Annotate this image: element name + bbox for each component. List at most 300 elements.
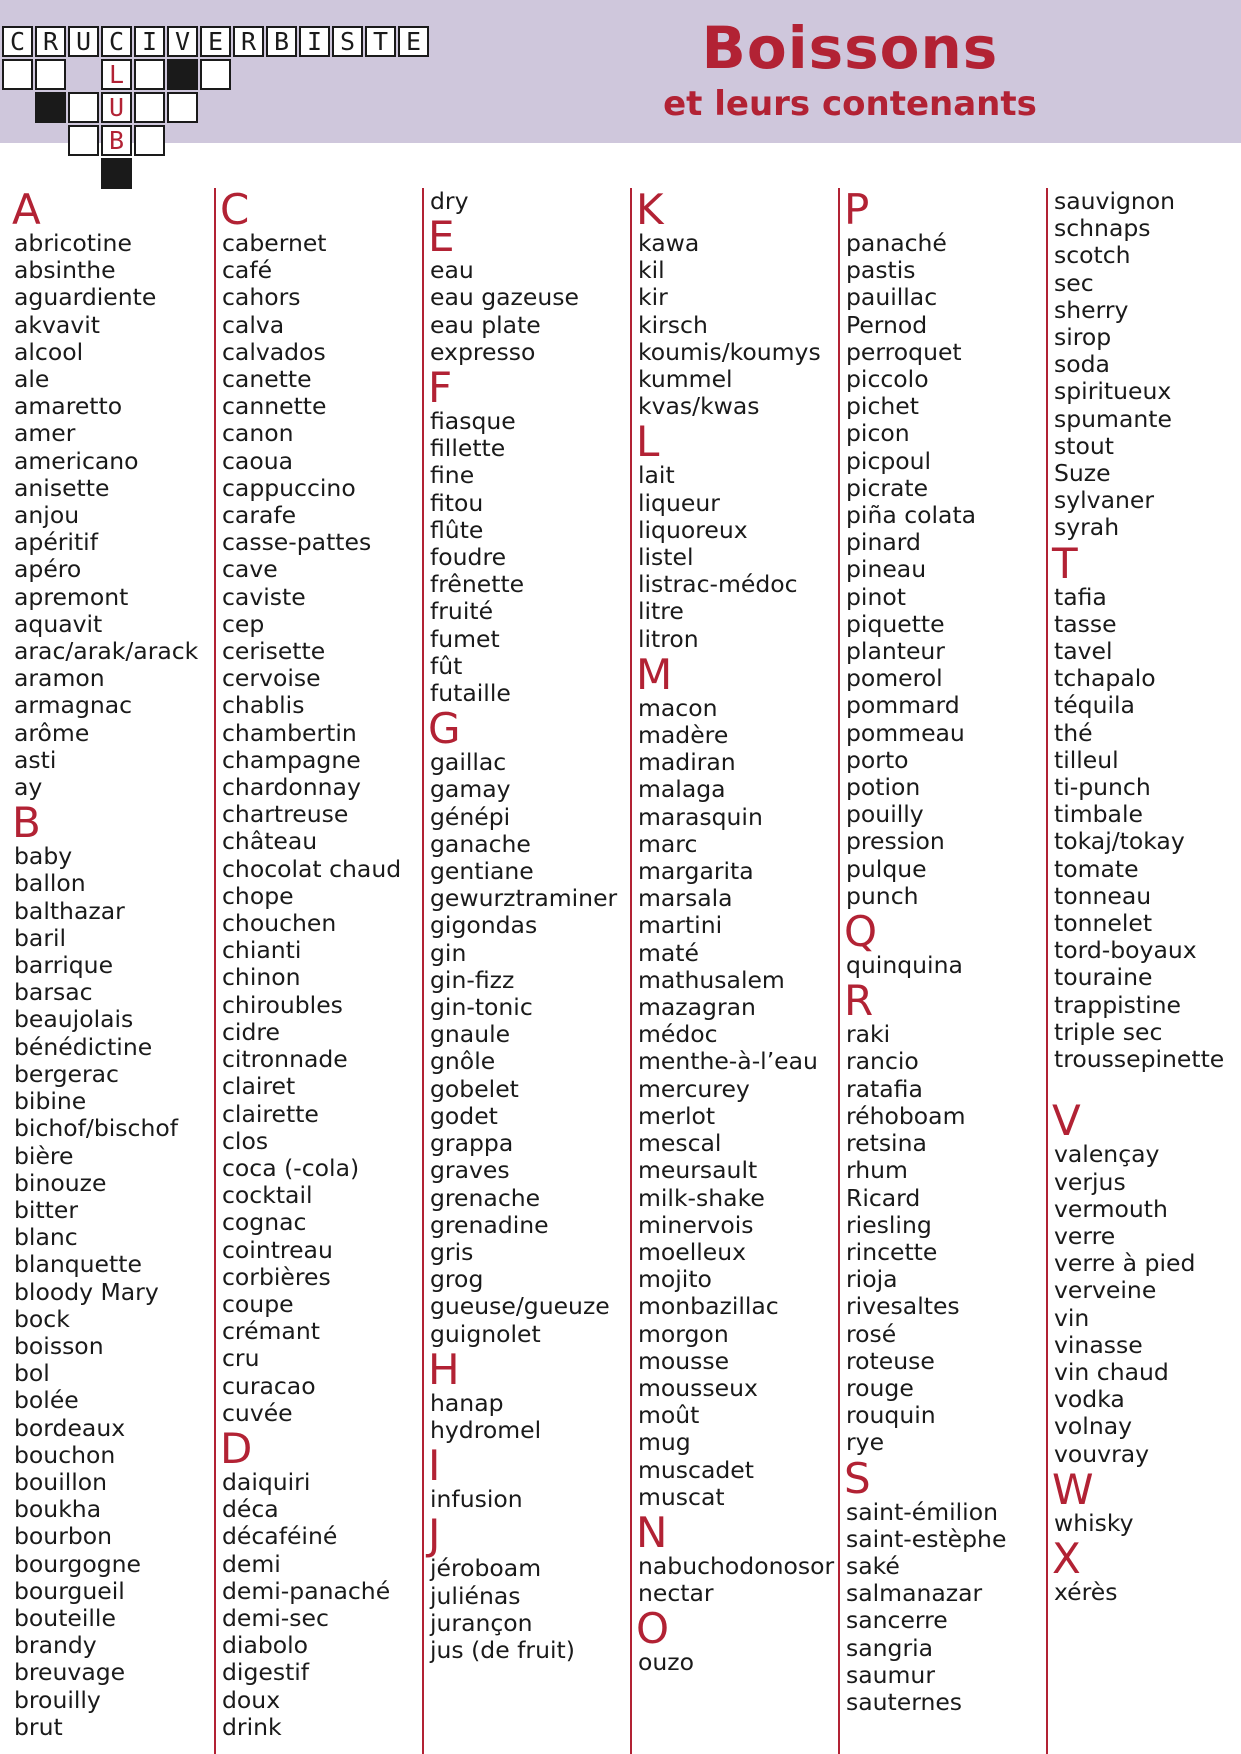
word-item: grenadine <box>430 1210 549 1239</box>
word-item: cognac <box>222 1208 307 1237</box>
word-item: brandy <box>14 1631 97 1660</box>
word-column-2 <box>220 185 422 1754</box>
word-item: quinquina <box>846 951 963 980</box>
word-item: gamay <box>430 775 511 804</box>
section-letter: B <box>12 798 41 848</box>
word-item: rancio <box>846 1047 919 1076</box>
word-item: Suze <box>1054 459 1111 488</box>
word-item: rouquin <box>846 1401 936 1430</box>
word-item: sangria <box>846 1633 934 1662</box>
word-item: margarita <box>638 857 754 886</box>
logo-letter-cell: C <box>101 26 132 57</box>
word-item: martini <box>638 911 723 940</box>
word-item: bibine <box>14 1087 87 1116</box>
word-item: pichet <box>846 392 919 421</box>
word-item: amaretto <box>14 392 123 421</box>
word-item: salmanazar <box>846 1579 983 1608</box>
word-item: jus (de fruit) <box>430 1635 575 1664</box>
section-letter: G <box>428 704 461 754</box>
word-item: clairette <box>222 1099 319 1128</box>
word-item: pression <box>846 827 945 856</box>
logo-letter-cell: S <box>332 26 363 57</box>
word-item: godet <box>430 1101 498 1130</box>
word-item: arôme <box>14 718 90 747</box>
column-divider <box>422 188 424 1754</box>
word-item: pinard <box>846 528 921 557</box>
word-item: verjus <box>1054 1167 1126 1196</box>
word-item: fruité <box>430 597 494 626</box>
word-item: crémant <box>222 1317 320 1346</box>
word-column-3 <box>430 188 630 1754</box>
word-item: anjou <box>14 501 80 530</box>
word-item: liquoreux <box>638 515 748 544</box>
section-letter: D <box>220 1423 253 1473</box>
word-item: gigondas <box>430 911 538 940</box>
word-item: chardonnay <box>222 773 361 802</box>
logo-letter-cell: U <box>68 26 99 57</box>
word-item: infusion <box>430 1485 523 1514</box>
word-item: apéro <box>14 555 82 584</box>
word-item: tonnelet <box>1054 909 1153 938</box>
word-item: futaille <box>430 679 511 708</box>
word-item: pineau <box>846 555 927 584</box>
word-item: marc <box>638 829 698 858</box>
word-item: ouzo <box>638 1648 694 1677</box>
word-item: milk-shake <box>638 1183 765 1212</box>
word-item: baril <box>14 923 67 952</box>
word-item: sirop <box>1054 323 1112 352</box>
word-item: sauvignon <box>1054 187 1176 215</box>
word-item: digestif <box>222 1658 310 1687</box>
word-item: touraine <box>1054 963 1153 992</box>
section-letter: Q <box>844 907 878 957</box>
word-item: eau gazeuse <box>430 283 579 312</box>
word-item: grog <box>430 1265 484 1294</box>
word-item: morgon <box>638 1319 729 1348</box>
word-item: chianti <box>222 936 302 965</box>
word-item: tord-boyaux <box>1054 936 1197 965</box>
word-column-1 <box>12 185 214 1754</box>
word-item: génépi <box>430 802 511 831</box>
word-item: jéroboam <box>430 1554 542 1583</box>
word-item: gnaule <box>430 1020 511 1049</box>
word-item: chablis <box>222 691 305 720</box>
section-letter: O <box>636 1604 670 1654</box>
word-item: aguardiente <box>14 283 157 312</box>
word-item: malaga <box>638 775 726 804</box>
word-item: foudre <box>430 543 507 572</box>
word-item: minervois <box>638 1210 754 1239</box>
word-item: corbières <box>222 1262 331 1291</box>
word-item: Pernod <box>846 310 928 339</box>
word-item: grenache <box>430 1183 541 1212</box>
word-item: brut <box>14 1712 63 1741</box>
word-item: chope <box>222 881 294 910</box>
word-item: boisson <box>14 1331 104 1360</box>
word-item: chartreuse <box>222 800 349 829</box>
word-item: nectar <box>638 1579 714 1608</box>
word-item: gaillac <box>430 748 507 777</box>
word-item: chiroubles <box>222 990 343 1019</box>
word-item: pinot <box>846 582 906 611</box>
logo-letter-cell: E <box>200 26 231 57</box>
section-letter: L <box>636 417 660 467</box>
word-item: xérès <box>1054 1577 1118 1606</box>
logo-cell <box>167 92 198 123</box>
word-item: café <box>222 256 273 285</box>
word-item: bourgogne <box>14 1549 142 1578</box>
logo-letter-cell: T <box>365 26 396 57</box>
word-item: demi-panaché <box>222 1576 391 1605</box>
column-divider <box>1046 188 1048 1754</box>
word-item: casse-pattes <box>222 528 372 557</box>
word-item: lait <box>638 461 675 490</box>
word-item: bergerac <box>14 1059 119 1088</box>
word-item: panaché <box>846 229 947 257</box>
logo-letter-cell: I <box>134 26 165 57</box>
word-item: coca (-cola) <box>222 1153 360 1182</box>
word-item: absinthe <box>14 256 116 285</box>
word-item: mathusalem <box>638 965 785 994</box>
word-item: listel <box>638 543 694 572</box>
word-item: bordeaux <box>14 1413 126 1442</box>
section-letter: M <box>636 649 673 699</box>
word-item: chouchen <box>222 909 337 938</box>
word-item: syrah <box>1054 513 1120 542</box>
logo-cell <box>134 59 165 90</box>
word-item: demi-sec <box>222 1603 329 1632</box>
word-item: moût <box>638 1401 700 1430</box>
word-item: bock <box>14 1304 70 1333</box>
word-item: baby <box>14 842 73 871</box>
word-item: bourbon <box>14 1522 113 1551</box>
word-item: pastis <box>846 256 916 285</box>
word-item: mescal <box>638 1129 722 1158</box>
word-item: americano <box>14 446 139 475</box>
word-item: troussepinette <box>1054 1045 1225 1074</box>
logo-letter-cell: B <box>101 125 132 156</box>
word-item: maté <box>638 938 699 967</box>
section-letter: P <box>844 185 870 234</box>
word-item: punch <box>846 881 919 910</box>
word-item: drink <box>222 1712 282 1741</box>
word-item: scotch <box>1054 241 1131 270</box>
word-item: madiran <box>638 748 736 777</box>
word-item: madère <box>638 721 729 750</box>
word-item: diabolo <box>222 1631 309 1660</box>
word-item: bichof/bischof <box>14 1114 178 1143</box>
logo-cell <box>35 92 66 123</box>
section-letter: R <box>844 976 874 1026</box>
word-item: cointreau <box>222 1235 333 1264</box>
word-item: tomate <box>1054 854 1139 883</box>
word-item: akvavit <box>14 310 100 339</box>
word-item: picpoul <box>846 446 932 475</box>
word-item: gin-tonic <box>430 993 533 1022</box>
word-item: eau <box>430 256 474 285</box>
word-item: rincette <box>846 1237 938 1266</box>
word-item: ti-punch <box>1054 773 1151 802</box>
word-item: verveine <box>1054 1276 1157 1305</box>
section-letter: C <box>220 185 250 234</box>
word-item: canon <box>222 419 294 448</box>
word-item: merlot <box>638 1101 716 1130</box>
column-divider <box>838 188 840 1754</box>
word-item: fumet <box>430 624 500 653</box>
word-item: cannette <box>222 392 327 421</box>
word-item: kummel <box>638 365 733 394</box>
word-item: rioja <box>846 1265 898 1294</box>
word-item: soda <box>1054 350 1110 379</box>
word-item: mousse <box>638 1346 730 1375</box>
word-item: raki <box>846 1020 891 1049</box>
word-item: marsala <box>638 884 733 913</box>
word-item: tokaj/tokay <box>1054 827 1185 856</box>
word-item: bénédictine <box>14 1032 153 1061</box>
word-item: gris <box>430 1237 474 1266</box>
word-item: caoua <box>222 446 293 475</box>
word-item: décaféiné <box>222 1522 338 1551</box>
word-item: kirsch <box>638 310 708 339</box>
word-item: armagnac <box>14 691 133 720</box>
word-item: ay <box>14 773 43 802</box>
word-item: ale <box>14 365 50 394</box>
word-item: macon <box>638 693 718 722</box>
logo-letter-cell: I <box>299 26 330 57</box>
word-item: champagne <box>222 745 361 774</box>
word-item: cave <box>222 555 278 584</box>
word-item: eau plate <box>430 310 541 339</box>
word-item: fitou <box>430 488 484 517</box>
word-item: graves <box>430 1156 510 1185</box>
word-item: valençay <box>1054 1140 1160 1169</box>
word-item: fiasque <box>430 407 516 436</box>
word-item: tasse <box>1054 609 1117 638</box>
logo-letter-cell: R <box>35 26 66 57</box>
word-item: cerisette <box>222 637 326 666</box>
section-letter: I <box>428 1441 441 1491</box>
page-title: Boissons <box>701 14 999 82</box>
word-item: déca <box>222 1495 279 1524</box>
word-item: retsina <box>846 1129 927 1158</box>
word-item: expresso <box>430 337 536 366</box>
word-item: kvas/kwas <box>638 392 760 421</box>
word-item: fût <box>430 651 463 680</box>
word-item: porto <box>846 745 909 774</box>
word-item: sherry <box>1054 295 1129 324</box>
word-item: cru <box>222 1344 260 1373</box>
logo-cell <box>134 125 165 156</box>
word-item: mug <box>638 1428 691 1457</box>
word-item: tchapalo <box>1054 664 1156 693</box>
word-item: château <box>222 827 318 856</box>
word-item: menthe-à-l’eau <box>638 1047 818 1076</box>
word-item: cep <box>222 609 265 638</box>
word-item: rosé <box>846 1319 897 1348</box>
word-item: meursault <box>638 1156 758 1185</box>
word-item: litre <box>638 597 684 626</box>
word-column-5 <box>844 185 1046 1754</box>
word-item: ballon <box>14 869 86 898</box>
logo-letter-cell: C <box>2 26 33 57</box>
word-item: trappistine <box>1054 990 1181 1019</box>
word-item: doux <box>222 1685 281 1714</box>
word-item: bouteille <box>14 1603 116 1632</box>
word-item: liqueur <box>638 488 720 517</box>
word-item: hydromel <box>430 1415 542 1444</box>
word-item: sancerre <box>846 1606 948 1635</box>
word-item: apremont <box>14 582 129 611</box>
word-item: spiritueux <box>1054 377 1172 406</box>
word-item: cabernet <box>222 229 327 257</box>
word-item: balthazar <box>14 896 125 925</box>
word-item: muscat <box>638 1482 725 1511</box>
word-item: mojito <box>638 1265 712 1294</box>
word-item: timbale <box>1054 800 1143 829</box>
page-subtitle: et leurs contenants <box>663 84 1037 124</box>
section-letter: F <box>428 363 453 413</box>
word-item: bière <box>14 1141 74 1170</box>
word-item: canette <box>222 365 312 394</box>
word-item: tafia <box>1054 582 1107 611</box>
word-item: bouchon <box>14 1440 116 1469</box>
word-item: koumis/koumys <box>638 337 821 366</box>
word-item: daiquiri <box>222 1467 311 1496</box>
word-item: apéritif <box>14 528 98 557</box>
word-item: mazagran <box>638 993 756 1022</box>
word-item: chocolat chaud <box>222 854 402 883</box>
word-item: spumante <box>1054 404 1172 433</box>
word-item: nabuchodonosor <box>638 1551 835 1580</box>
logo-cell <box>101 158 132 189</box>
word-item: clairet <box>222 1072 296 1101</box>
section-letter: T <box>1052 538 1078 588</box>
logo-letter-cell: B <box>266 26 297 57</box>
section-letter: N <box>636 1507 668 1557</box>
word-item: volnay <box>1054 1412 1133 1441</box>
word-item: listrac-médoc <box>638 570 798 599</box>
word-item: abricotine <box>14 229 132 257</box>
word-item: bitter <box>14 1195 78 1224</box>
word-item: flûte <box>430 515 484 544</box>
word-item: marasquin <box>638 802 763 831</box>
word-item: kawa <box>638 229 700 257</box>
word-item: tilleul <box>1054 745 1119 774</box>
word-item: gnôle <box>430 1047 496 1076</box>
logo-letter-cell: E <box>398 26 429 57</box>
word-item: cuvée <box>222 1398 293 1427</box>
logo-letter-cell: L <box>101 59 132 90</box>
word-item: rivesaltes <box>846 1292 960 1321</box>
word-item: dry <box>430 187 469 215</box>
word-item: riesling <box>846 1210 932 1239</box>
word-item: cappuccino <box>222 473 356 502</box>
word-item: triple sec <box>1054 1017 1163 1046</box>
word-item: citronnade <box>222 1045 348 1074</box>
word-item: gin-fizz <box>430 965 515 994</box>
word-item: gueuse/gueuze <box>430 1292 610 1321</box>
word-item: brouilly <box>14 1685 101 1714</box>
word-item: rouge <box>846 1373 914 1402</box>
word-item: pomerol <box>846 664 943 693</box>
word-item: gobelet <box>430 1074 519 1103</box>
word-item: saint-estèphe <box>846 1524 1007 1553</box>
section-letter: J <box>428 1510 441 1560</box>
word-item: saké <box>846 1551 900 1580</box>
word-column-4 <box>636 185 838 1754</box>
word-item: monbazillac <box>638 1292 779 1321</box>
word-item: amer <box>14 419 76 448</box>
word-item: moelleux <box>638 1237 747 1266</box>
word-item: curacao <box>222 1371 316 1400</box>
word-item: sec <box>1054 268 1094 297</box>
word-item: aquavit <box>14 609 103 638</box>
column-divider <box>630 188 632 1754</box>
word-item: verre <box>1054 1221 1116 1250</box>
word-item: thé <box>1054 718 1093 747</box>
word-item: breuvage <box>14 1658 126 1687</box>
word-item: mousseux <box>638 1373 758 1402</box>
word-item: cidre <box>222 1017 280 1046</box>
logo-cell <box>134 92 165 123</box>
word-item: rye <box>846 1428 885 1457</box>
word-item: calvados <box>222 337 326 366</box>
word-item: vodka <box>1054 1385 1125 1414</box>
word-item: muscadet <box>638 1455 754 1484</box>
word-item: pommard <box>846 691 960 720</box>
word-item: médoc <box>638 1020 718 1049</box>
word-item: fine <box>430 461 475 490</box>
word-item: picon <box>846 419 910 448</box>
logo-letter-cell: V <box>167 26 198 57</box>
word-item: tavel <box>1054 637 1113 666</box>
word-item: téquila <box>1054 691 1135 720</box>
word-item: gentiane <box>430 857 534 886</box>
word-item: piña colata <box>846 501 977 530</box>
word-item: barrique <box>14 951 114 980</box>
word-item: calva <box>222 310 285 339</box>
word-item: litron <box>638 624 699 653</box>
word-item: piquette <box>846 609 945 638</box>
word-item: bouillon <box>14 1467 108 1496</box>
logo-cell <box>2 59 33 90</box>
logo-cell <box>167 59 198 90</box>
word-item: fillette <box>430 434 506 463</box>
word-item: pulque <box>846 854 927 883</box>
word-item: sauternes <box>846 1687 963 1716</box>
word-item: piccolo <box>846 365 929 394</box>
word-item: bourgueil <box>14 1576 125 1605</box>
word-item: vinasse <box>1054 1330 1143 1359</box>
section-letter: X <box>1052 1533 1081 1583</box>
section-letter: K <box>636 185 664 234</box>
word-item: Ricard <box>846 1183 921 1212</box>
word-item: barsac <box>14 978 93 1007</box>
section-letter: V <box>1052 1096 1081 1146</box>
word-item: roteuse <box>846 1346 935 1375</box>
word-item: cahors <box>222 283 301 312</box>
word-item: cocktail <box>222 1181 313 1210</box>
word-item: bol <box>14 1359 50 1388</box>
word-item: réhoboam <box>846 1101 966 1130</box>
logo-cell <box>68 92 99 123</box>
word-item: grappa <box>430 1129 514 1158</box>
word-item: potion <box>846 773 921 802</box>
word-item: vin <box>1054 1303 1090 1332</box>
logo-cell <box>200 59 231 90</box>
word-item: pauillac <box>846 283 938 312</box>
word-item: vin chaud <box>1054 1357 1169 1386</box>
